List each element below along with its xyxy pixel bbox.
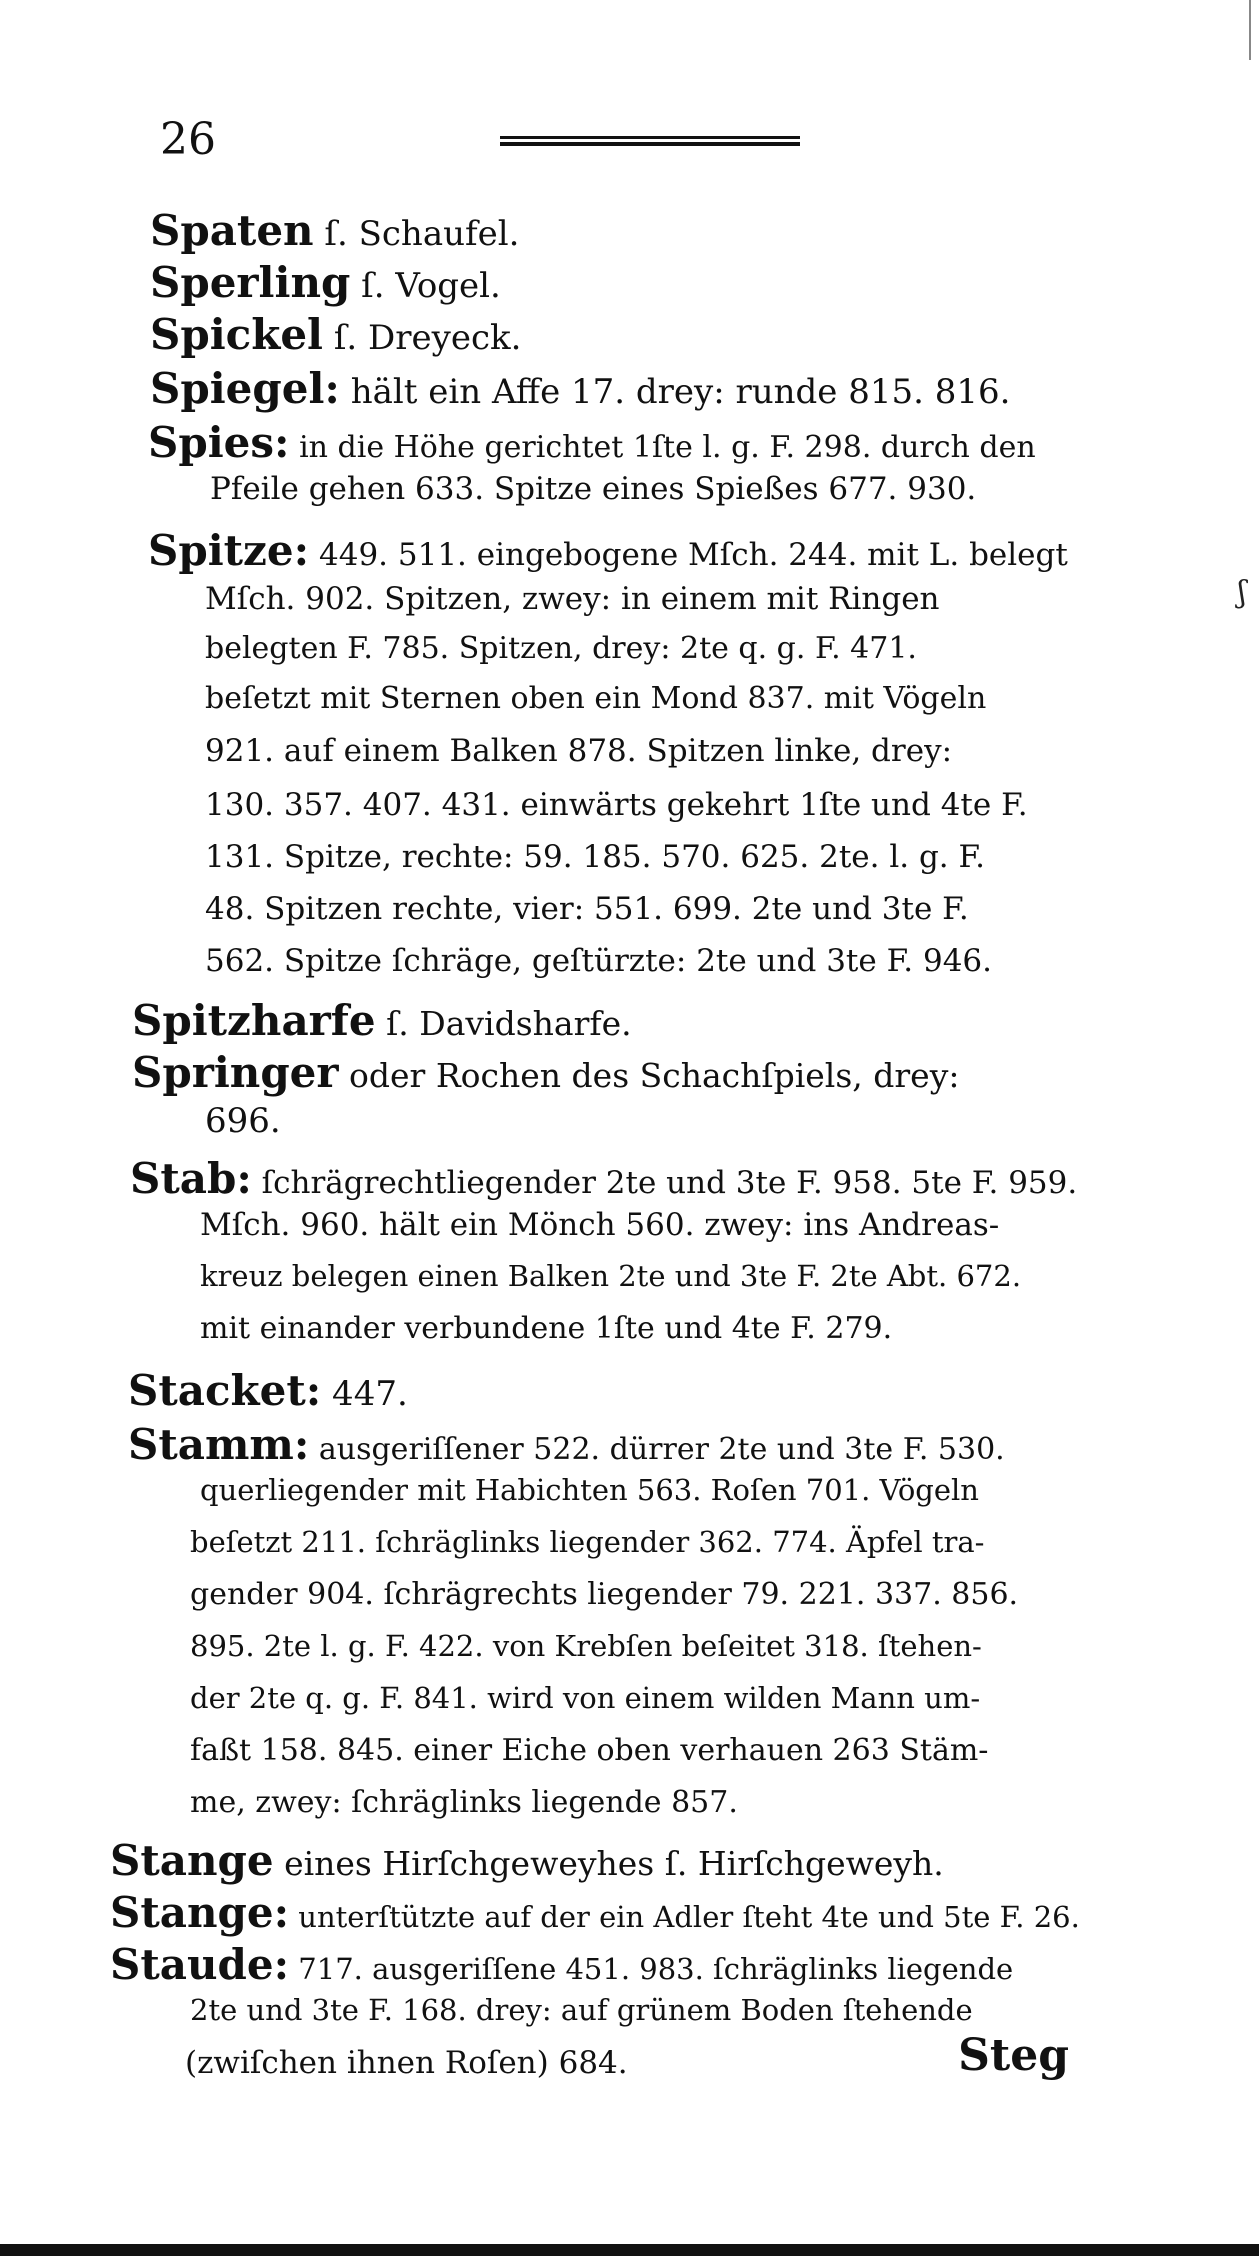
index-line bbox=[210, 471, 977, 507]
index-line bbox=[190, 1629, 982, 1663]
entry-text: gender 904. ſchrägrechts liegender 79. 221. 337. 856. bbox=[190, 1577, 1019, 1612]
index-line bbox=[190, 1525, 985, 1559]
entry-text: oder Rochen des Schachſpiels, drey: bbox=[338, 1056, 960, 1095]
entry-text: 921. auf einem Balken 878. Spitzen linke, drey: bbox=[205, 733, 953, 769]
headword: Spaten bbox=[150, 206, 314, 255]
entry-text: ſ. Schaufel. bbox=[313, 214, 520, 254]
entry-text: 131. Spitze, rechte: 59. 185. 570. 625. 2te. l. g. F. bbox=[205, 839, 986, 875]
index-line bbox=[190, 1681, 981, 1715]
entry-text: kreuz belegen einen Balken 2te und 3te F. 2te Abt. 672. bbox=[200, 1259, 1022, 1293]
index-line bbox=[150, 206, 520, 255]
entry-text: hält ein Affe 17. drey: runde 815. 816. bbox=[339, 372, 1011, 412]
header-ornament-rule bbox=[500, 136, 800, 150]
entry-text: Mſch. 960. hält ein Mönch 560. zwey: ins Andreas- bbox=[200, 1207, 1000, 1243]
entry-text: Mſch. 902. Spitzen, zwey: in einem mit Ringen bbox=[205, 581, 940, 617]
index-line bbox=[200, 1259, 1022, 1293]
index-line bbox=[110, 1888, 1080, 1937]
index-line bbox=[150, 258, 501, 307]
headword: Stab: bbox=[130, 1154, 252, 1203]
index-line bbox=[205, 733, 953, 769]
entry-text: Pfeile gehen 633. Spitze eines Spießes 677. 930. bbox=[210, 471, 977, 507]
entry-text: 717. ausgeriſſene 451. 983. ſchräglinks liegende bbox=[289, 1952, 1014, 1986]
entry-text: 696. bbox=[205, 1101, 281, 1141]
entry-text: eines Hirſchgeweyhes ſ. Hirſchgeweyh. bbox=[273, 1844, 944, 1883]
headword: Springer bbox=[132, 1048, 339, 1097]
headword: Stange bbox=[110, 1836, 274, 1885]
page-number: 26 bbox=[160, 114, 216, 165]
index-line bbox=[200, 1473, 979, 1507]
entry-text: me, zwey: ſchräglinks liegende 857. bbox=[190, 1785, 738, 1820]
index-line bbox=[190, 1785, 738, 1820]
entry-text: ſ. Davidsharfe. bbox=[375, 1004, 632, 1043]
entry-text: mit einander verbundene 1ſte und 4te F. 279. bbox=[200, 1311, 893, 1346]
index-line bbox=[205, 891, 969, 927]
index-line bbox=[205, 1101, 281, 1141]
index-line bbox=[205, 581, 940, 617]
entry-text: 895. 2te l. g. F. 422. von Krebſen beſeitet 318. ſtehen- bbox=[190, 1629, 982, 1663]
index-line bbox=[132, 1048, 960, 1097]
headword: Spitzharfe bbox=[132, 996, 376, 1045]
headword: Spies: bbox=[148, 418, 290, 467]
headword: Sperling bbox=[150, 258, 351, 307]
entry-text: 48. Spitzen rechte, vier: 551. 699. 2te und 3te F. bbox=[205, 891, 969, 927]
headword: Stamm: bbox=[128, 1420, 310, 1469]
entry-text: 2te und 3te F. 168. drey: auf grünem Boden ſtehende bbox=[190, 1993, 973, 2027]
page-edge bbox=[1249, 0, 1251, 60]
index-line bbox=[110, 1940, 1014, 1989]
entry-text: ausgeriſſener 522. dürrer 2te und 3te F. 530. bbox=[309, 1432, 1005, 1467]
index-line bbox=[110, 1836, 944, 1885]
index-line bbox=[190, 1993, 973, 2027]
index-line bbox=[150, 364, 1011, 413]
index-line bbox=[128, 1366, 408, 1415]
entry-text: (zwiſchen ihnen Roſen) 684. bbox=[185, 2045, 628, 2081]
index-line bbox=[200, 1207, 1000, 1243]
entry-text: in die Höhe gerichtet 1ſte l. g. F. 298. durch den bbox=[289, 430, 1036, 465]
index-line bbox=[190, 1577, 1019, 1612]
headword: Stange: bbox=[110, 1888, 290, 1937]
entry-text: beſetzt 211. ſchräglinks liegender 362. 774. Äpfel tra- bbox=[190, 1525, 985, 1559]
entry-text: 449. 511. eingebogene Mſch. 244. mit L. belegt bbox=[309, 537, 1068, 573]
headword: Spiegel: bbox=[150, 364, 340, 413]
index-line bbox=[148, 418, 1036, 467]
entry-text: 447. bbox=[321, 1374, 408, 1414]
index-line bbox=[205, 839, 986, 875]
entry-text: ſ. Dreyeck. bbox=[323, 318, 522, 358]
headword: Staude: bbox=[110, 1940, 290, 1989]
index-line bbox=[150, 310, 522, 359]
page-bottom-edge bbox=[0, 2244, 1259, 2256]
entry-text: belegten F. 785. Spitzen, drey: 2te q. g. F. 471. bbox=[205, 631, 917, 666]
entry-text: ſchrägrechtliegender 2te und 3te F. 958. 5te F. 959. bbox=[251, 1165, 1078, 1201]
index-line bbox=[148, 526, 1068, 575]
entry-text: 562. Spitze ſchräge, geſtürzte: 2te und 3te F. 946. bbox=[205, 943, 993, 979]
entry-text: ſ. Vogel. bbox=[350, 266, 501, 306]
margin-mark: ʃ bbox=[1238, 575, 1247, 610]
headword: Spitze: bbox=[148, 526, 310, 575]
catchword: Steg bbox=[958, 2030, 1069, 2081]
index-line bbox=[205, 681, 987, 716]
index-line bbox=[130, 1154, 1078, 1203]
headword: Spickel bbox=[150, 310, 324, 359]
entry-text: der 2te q. g. F. 841. wird von einem wilden Mann um- bbox=[190, 1681, 981, 1715]
index-line bbox=[205, 787, 1028, 823]
index-line bbox=[128, 1420, 1005, 1469]
entry-text: querliegender mit Habichten 563. Roſen 701. Vögeln bbox=[200, 1473, 979, 1507]
entry-text: 130. 357. 407. 431. einwärts gekehrt 1ſte und 4te F. bbox=[205, 787, 1028, 823]
index-line bbox=[185, 2045, 628, 2081]
entry-text: unterſtützte auf der ein Adler ſteht 4te und 5te F. 26. bbox=[289, 1900, 1080, 1934]
index-line bbox=[205, 943, 993, 979]
index-line bbox=[190, 1733, 989, 1768]
entry-text: beſetzt mit Sternen oben ein Mond 837. mit Vögeln bbox=[205, 681, 987, 716]
headword: Stacket: bbox=[128, 1366, 322, 1415]
index-line bbox=[200, 1311, 893, 1346]
entry-text: faßt 158. 845. einer Eiche oben verhauen 263 Stäm- bbox=[190, 1733, 989, 1768]
index-line bbox=[132, 996, 632, 1045]
index-line bbox=[205, 631, 917, 666]
